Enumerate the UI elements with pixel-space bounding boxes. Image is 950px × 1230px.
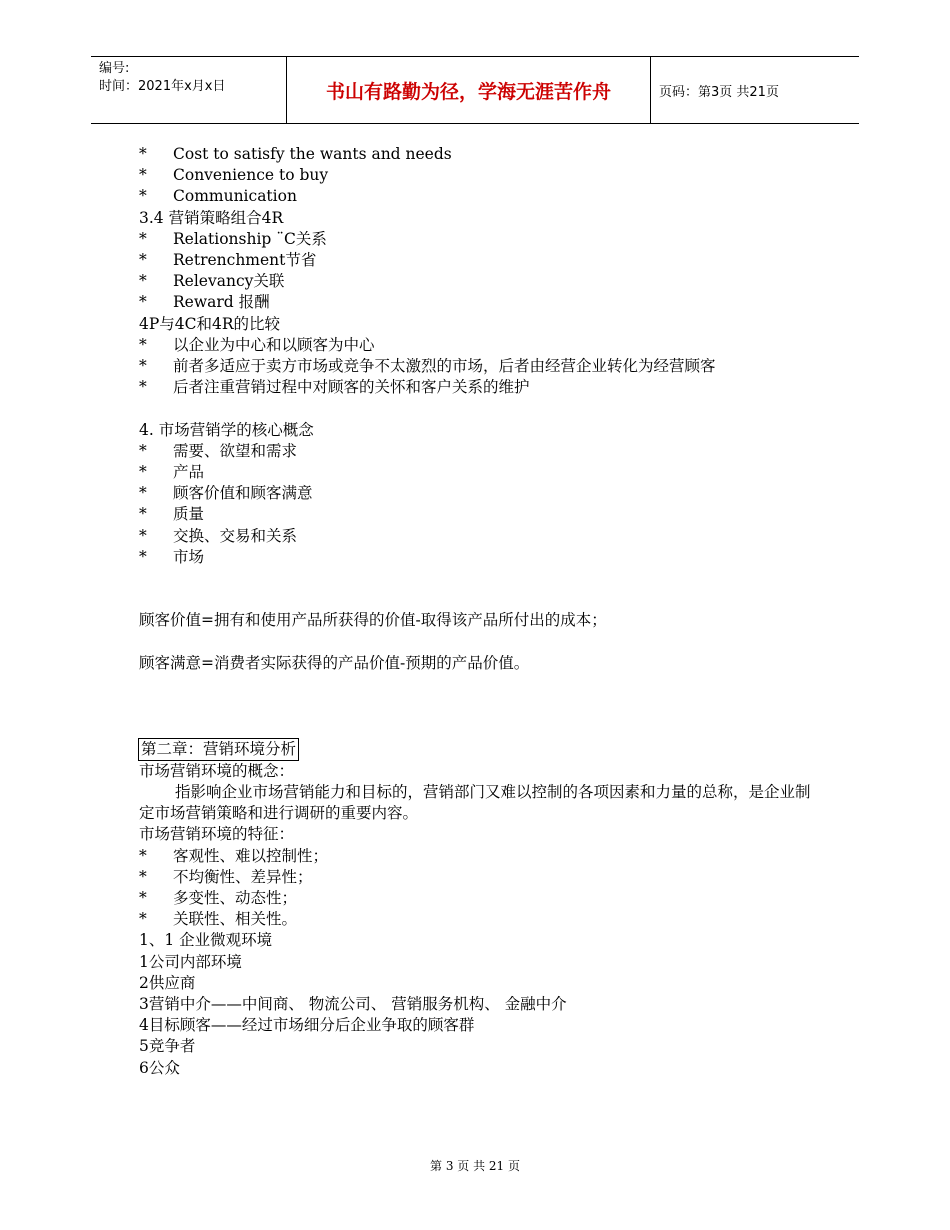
- definition-text: 顾客满意=消费者实际获得的产品价值-预期的产品价值。: [139, 653, 530, 672]
- section-heading: 1、1 企业微观环境: [139, 931, 273, 950]
- blank-line: [139, 632, 819, 653]
- list-item: 5竞争者: [139, 1037, 196, 1056]
- bullet-icon: *: [139, 867, 147, 886]
- bullet-item: [139, 356, 819, 377]
- chapter-heading-row: [139, 738, 819, 761]
- bullet-icon: *: [139, 335, 147, 354]
- list-item: 4目标顾客——经过市场细分后企业争取的顾客群: [139, 1016, 475, 1035]
- header-meta: [99, 60, 289, 96]
- section-heading: 3.4 营销策略组合4R: [139, 208, 284, 227]
- bullet-icon: *: [139, 166, 147, 185]
- bullet-item: [139, 229, 819, 250]
- bullet-item: [139, 462, 819, 483]
- bullet-item: [139, 526, 819, 547]
- blank-line: [139, 398, 819, 419]
- bullet-icon: *: [139, 505, 147, 524]
- bullet-text: 顾客价值和顾客满意: [173, 484, 313, 503]
- blank-line: [139, 674, 819, 695]
- bullet-item: [139, 292, 819, 313]
- bullet-item: [139, 483, 819, 504]
- bullet-icon: *: [139, 357, 147, 376]
- bullet-icon: *: [139, 251, 147, 270]
- bullet-icon: *: [139, 526, 147, 545]
- bullet-icon: *: [139, 293, 147, 312]
- bullet-text: Communication: [173, 187, 297, 206]
- bullet-text: Retrenchment节省: [173, 251, 317, 270]
- bullet-icon: *: [139, 889, 147, 907]
- bullet-text: 前者多适应于卖方市场或竞争不太激烈的市场，后者由经营企业转化为经营顾客: [173, 357, 716, 376]
- bullet-icon: *: [139, 145, 147, 163]
- blank-line: [139, 716, 819, 737]
- blank-line: [139, 568, 819, 589]
- document-body: [139, 144, 819, 1079]
- bullet-icon: *: [139, 484, 147, 503]
- bullet-icon: *: [139, 378, 147, 397]
- header-motto: 书山有路勤为径，学海无涯苦作舟: [325, 81, 611, 103]
- bullet-item: [139, 867, 819, 888]
- bullet-item: [139, 271, 819, 292]
- section-heading: 4P与4C和4R的比较: [139, 314, 281, 333]
- bullet-text: 不均衡性、差异性；: [173, 867, 313, 886]
- bullet-text: 质量: [173, 505, 205, 524]
- list-item: 1公司内部环境: [139, 952, 242, 971]
- bullet-item: [139, 250, 819, 271]
- bullet-item: [139, 888, 819, 909]
- bullet-text: 关联性、相关性。: [173, 910, 298, 929]
- bullet-icon: *: [139, 187, 147, 206]
- bullet-text: 市场: [173, 547, 205, 566]
- bullet-item: [139, 547, 819, 568]
- bullet-icon: *: [139, 441, 147, 460]
- definition-text: 顾客价值=拥有和使用产品所获得的价值-取得该产品所付出的成本；: [139, 611, 607, 630]
- bullet-item: [139, 504, 819, 525]
- paragraph-heading: 市场营销环境的特征：: [139, 825, 295, 844]
- bullet-text: Convenience to buy: [173, 166, 329, 185]
- bullet-text: 需要、欲望和需求: [173, 441, 298, 460]
- bullet-icon: *: [139, 229, 147, 248]
- bullet-item: [139, 846, 819, 867]
- header-page-label: 页码：第3页 共21页: [659, 85, 779, 100]
- bullet-item: [139, 909, 819, 930]
- bullet-item: [139, 165, 819, 186]
- paragraph-heading: 市场营销环境的概念：: [139, 761, 295, 780]
- bullet-text: Relevancy关联: [173, 272, 285, 291]
- bullet-text: 后者注重营销过程中对顾客的关怀和客户关系的维护: [173, 378, 530, 397]
- time-label: 时间：2021年x月x日: [99, 79, 226, 94]
- chapter-heading: 第二章：营销环境分析: [138, 738, 299, 761]
- bullet-text: 产品: [173, 463, 205, 482]
- header-divider: [650, 57, 651, 123]
- blank-line: [139, 695, 819, 716]
- bullet-text: Reward 报酬: [173, 293, 270, 312]
- section-heading: 4. 市场营销学的核心概念: [139, 420, 314, 439]
- bullet-item: [139, 186, 819, 207]
- bullet-text: 客观性、难以控制性；: [173, 846, 329, 865]
- bullet-text: 以企业为中心和以顾客为中心: [173, 335, 375, 354]
- bullet-item: [139, 144, 819, 165]
- bullet-text: Relationship ¨C关系: [173, 229, 327, 248]
- page-header: [91, 56, 859, 124]
- bullet-item: [139, 377, 819, 398]
- page-footer: 第 3 页 共 21 页: [430, 1159, 520, 1173]
- blank-line: [139, 589, 819, 610]
- list-item: 3营销中介——中间商、 物流公司、 营销服务机构、 金融中介: [139, 995, 567, 1014]
- bullet-item: [139, 441, 819, 462]
- list-item: 2供应商: [139, 973, 196, 992]
- bullet-icon: *: [139, 910, 147, 929]
- bullet-icon: *: [139, 846, 147, 865]
- number-label: 编号:: [99, 61, 130, 76]
- paragraph-text: 指影响企业市场营销能力和目标的，营销部门又难以控制的各项因素和力量的总称，是企业制定市场营销策略和进行调研的重要内容。: [139, 782, 811, 823]
- bullet-text: 多变性、动态性；: [173, 889, 298, 907]
- bullet-text: Cost to satisfy the wants and needs: [173, 145, 452, 163]
- bullet-icon: *: [139, 272, 147, 291]
- bullet-item: [139, 335, 819, 356]
- bullet-text: 交换、交易和关系: [173, 526, 298, 545]
- bullet-icon: *: [139, 547, 147, 566]
- list-item: 6公众: [139, 1058, 180, 1077]
- bullet-icon: *: [139, 463, 147, 482]
